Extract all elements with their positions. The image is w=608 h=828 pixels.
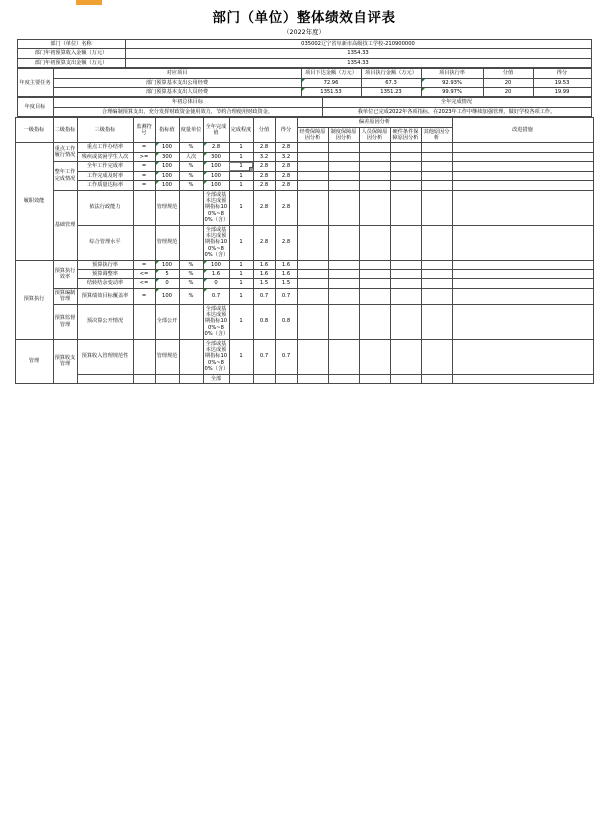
- indicator-unit: [179, 304, 203, 339]
- deviation-system: [328, 143, 359, 152]
- indicator-unit: %: [179, 143, 203, 152]
- info-label: 部门年初预算支出金额（万元）: [17, 58, 125, 67]
- table-row: [15, 143, 593, 152]
- col-header-dev-hardware: 硬件条件保障原因分析: [390, 127, 421, 143]
- col-header-score-max: 分值: [253, 118, 275, 143]
- indicator-unit: %: [179, 269, 203, 278]
- table-row: [15, 269, 593, 278]
- table-header-row: [15, 118, 593, 127]
- goal-left-header: 年初总体目标: [53, 98, 322, 107]
- table-row: [17, 88, 591, 97]
- deviation-hardware: [390, 260, 421, 269]
- goal-right-text: 我单位已完成2022年各项指标，在2023年工作中继续加强管理，做好学校各项工作。: [322, 107, 591, 116]
- indicator-level3: 预算调整率: [77, 269, 133, 278]
- indicator-actual: 2.8: [203, 143, 229, 152]
- task-executed: 67.3: [361, 78, 421, 87]
- indicator-symbol: =: [133, 181, 155, 190]
- deviation-staff: [359, 374, 390, 383]
- indicator-score: 1.6: [275, 269, 297, 278]
- indicator-actual: 1.6: [203, 269, 229, 278]
- indicator-level1: 履职效能: [15, 143, 53, 260]
- task-allocated: 1351.53: [301, 88, 361, 97]
- col-header-dev-staff: 人员保障原因分析: [359, 127, 390, 143]
- indicator-level3: 预决算公开情况: [77, 304, 133, 339]
- indicator-level2: 预算编制管理: [54, 289, 76, 303]
- deviation-staff: [359, 339, 390, 374]
- indicator-actual: 全部: [203, 374, 229, 383]
- indicator-completion: [229, 374, 253, 383]
- deviation-funding: [297, 181, 328, 190]
- deviation-other: [421, 304, 452, 339]
- department-info-table: [17, 39, 592, 68]
- col-header-project: 对应项目: [53, 69, 301, 78]
- deviation-system: [328, 162, 359, 171]
- indicator-level3: 全年工作完成率: [77, 162, 133, 171]
- deviation-system: [328, 190, 359, 225]
- table-row: [15, 374, 593, 383]
- deviation-other: [421, 269, 452, 278]
- deviation-funding: [297, 279, 328, 288]
- indicator-actual: 100: [203, 260, 229, 269]
- indicator-score-max: 2.8: [253, 171, 275, 180]
- indicator-completion: 1: [229, 304, 253, 339]
- indicator-completion: 1: [229, 171, 253, 180]
- indicator-completion: 1: [229, 143, 253, 152]
- indicator-score: 2.8: [275, 143, 297, 152]
- deviation-funding: [297, 225, 328, 260]
- indicator-level3: 预算收入管理规范性: [77, 339, 133, 374]
- indicator-score: 3.2: [275, 152, 297, 161]
- indicator-unit: [179, 225, 203, 260]
- indicator-score-max: 0.8: [253, 304, 275, 339]
- indicator-score-max: 0.7: [253, 288, 275, 304]
- col-header-l1: 一级指标: [15, 118, 53, 143]
- deviation-system: [328, 339, 359, 374]
- indicator-level3: 综合管理水平: [77, 225, 133, 260]
- goal-left-text: 合理编制预算支出，充分发挥财政资金使用效力，节约合理使用财政资金。: [53, 107, 322, 116]
- col-header-l2: 二级指标: [53, 118, 77, 143]
- deviation-staff: [359, 143, 390, 152]
- indicator-score-max: 2.8: [253, 225, 275, 260]
- table-row: [17, 40, 591, 49]
- deviation-staff: [359, 181, 390, 190]
- indicator-score: 0.7: [275, 288, 297, 304]
- deviation-staff: [359, 190, 390, 225]
- indicator-level3: 预算绩效目标覆盖率: [77, 288, 133, 304]
- indicator-target: [155, 374, 179, 383]
- indicator-score-max: 2.8: [253, 162, 275, 171]
- indicator-level2: 预算监督管理: [53, 304, 77, 339]
- info-value: 035002辽宁省阜新市高级技工学校-210900000: [125, 40, 591, 49]
- indicator-score: 0.8: [275, 304, 297, 339]
- indicator-unit: [179, 339, 203, 374]
- indicator-score: 1.6: [275, 260, 297, 269]
- indicator-unit: 人次: [179, 152, 203, 161]
- annual-goal-table: [17, 97, 592, 117]
- indicator-symbol: =: [133, 171, 155, 180]
- indicator-completion: 1: [229, 225, 253, 260]
- indicator-table-body: [15, 143, 593, 384]
- indicator-actual: 全部或基本达成预期指标100%~80%（含）: [204, 340, 229, 373]
- table-row: [15, 260, 593, 269]
- table-row: [17, 107, 591, 116]
- info-label: 部门（单位）名称: [17, 40, 125, 49]
- col-header-dev-funding: 经费保障原因分析: [297, 127, 328, 143]
- improvement-measure: [452, 269, 593, 278]
- deviation-hardware: [390, 143, 421, 152]
- indicator-level2: 整年工作完成情况: [53, 162, 77, 190]
- goal-right-header: 全年完成情况: [322, 98, 591, 107]
- deviation-system: [328, 288, 359, 304]
- indicator-completion: 1: [229, 288, 253, 304]
- deviation-staff: [359, 304, 390, 339]
- indicator-level3: 预算执行率: [77, 260, 133, 269]
- indicator-score: 2.8: [275, 162, 297, 171]
- table-row: [15, 279, 593, 288]
- indicator-unit: %: [179, 260, 203, 269]
- improvement-measure: [452, 304, 593, 339]
- indicator-symbol: [133, 190, 155, 225]
- indicator-completion: 1: [229, 162, 253, 171]
- deviation-funding: [297, 374, 328, 383]
- indicator-level3: 残疾或贫困学生人次: [77, 152, 133, 161]
- indicator-target: 100: [155, 171, 179, 180]
- indicator-level2: 预算收支管理: [53, 339, 77, 383]
- indicator-score-max: 2.8: [253, 190, 275, 225]
- info-value: 1354.33: [125, 58, 591, 67]
- indicator-symbol: =: [133, 162, 155, 171]
- indicator-completion: 1: [229, 181, 253, 190]
- deviation-hardware: [390, 190, 421, 225]
- deviation-funding: [297, 143, 328, 152]
- col-header-score: 得分: [275, 118, 297, 143]
- topbar-left: [0, 0, 76, 5]
- task-project: 部门预算基本支出公用经费: [53, 78, 301, 87]
- deviation-other: [421, 288, 452, 304]
- indicator-table: [15, 117, 594, 384]
- indicator-score-max: 0.7: [253, 339, 275, 374]
- indicator-score: [275, 374, 297, 383]
- indicator-completion: 1: [229, 152, 253, 161]
- table-row: [15, 162, 593, 171]
- deviation-other: [421, 181, 452, 190]
- indicator-symbol: [133, 304, 155, 339]
- table-row: [17, 78, 591, 87]
- deviation-system: [328, 225, 359, 260]
- deviation-system: [328, 260, 359, 269]
- indicator-actual: 全部或基本达成预期指标100%~80%（含）: [204, 191, 229, 224]
- indicator-level1: 管理: [15, 339, 53, 383]
- indicator-score: 2.8: [275, 171, 297, 180]
- info-label: 部门年初预算收入金额（万元）: [17, 49, 125, 58]
- task-score: 19.53: [533, 78, 591, 87]
- indicator-score: 2.8: [275, 225, 297, 260]
- indicator-completion: 1: [229, 279, 253, 288]
- deviation-funding: [297, 304, 328, 339]
- col-header-executed: 项目执行金额（万元）: [361, 69, 421, 78]
- indicator-score-max: 2.8: [253, 143, 275, 152]
- indicator-symbol: =: [133, 260, 155, 269]
- table-row: [15, 288, 593, 304]
- indicator-score: 2.8: [275, 181, 297, 190]
- col-header-score: 得分: [533, 69, 591, 78]
- task-score: 19.99: [533, 88, 591, 97]
- indicator-unit: %: [179, 181, 203, 190]
- indicator-symbol: [133, 374, 155, 383]
- col-header-deviation-group: 偏差原因分析: [297, 118, 452, 127]
- deviation-other: [421, 339, 452, 374]
- deviation-other: [421, 143, 452, 152]
- improvement-measure: [452, 171, 593, 180]
- table-header-row: [17, 69, 591, 78]
- table-row: [17, 49, 591, 58]
- indicator-actual: 0: [203, 279, 229, 288]
- deviation-staff: [359, 260, 390, 269]
- indicator-unit: [179, 374, 203, 383]
- indicator-level3: 依法行政能力: [77, 190, 133, 225]
- indicator-target: 100: [155, 288, 179, 304]
- deviation-hardware: [390, 171, 421, 180]
- task-score-max: 20: [483, 78, 533, 87]
- col-header-rate: 项目执行率: [421, 69, 483, 78]
- deviation-funding: [297, 162, 328, 171]
- table-row: [15, 304, 593, 339]
- deviation-hardware: [390, 339, 421, 374]
- indicator-target: 管理规范: [155, 225, 179, 260]
- indicator-score: 0.7: [275, 339, 297, 374]
- deviation-system: [328, 152, 359, 161]
- indicator-score-max: 3.2: [253, 152, 275, 161]
- indicator-symbol: >=: [133, 152, 155, 161]
- deviation-other: [421, 152, 452, 161]
- col-header-actual: 全年完成值: [203, 118, 229, 143]
- deviation-system: [328, 269, 359, 278]
- indicator-level3: 工作完成及时率: [77, 171, 133, 180]
- indicator-actual: 100: [203, 171, 229, 180]
- top-accent-bar: [0, 0, 608, 5]
- improvement-measure: [452, 279, 593, 288]
- col-header-l3: 三级指标: [77, 118, 133, 143]
- indicator-target: 100: [155, 143, 179, 152]
- indicator-score-max: 1.6: [253, 269, 275, 278]
- table-row: [15, 225, 593, 260]
- page-subtitle: （2022年度）: [283, 28, 325, 36]
- indicator-unit: %: [179, 279, 203, 288]
- indicator-level3: 结转结余变动率: [77, 279, 133, 288]
- task-score-max: 20: [483, 88, 533, 97]
- table-row: [15, 339, 593, 374]
- deviation-hardware: [390, 162, 421, 171]
- col-header-completion: 完成程度: [229, 118, 253, 143]
- annual-goal-row-label: 年度目标: [17, 98, 53, 117]
- indicator-level3: 重点工作办结率: [77, 143, 133, 152]
- deviation-staff: [359, 279, 390, 288]
- col-header-unit: 度量单位: [179, 118, 203, 143]
- indicator-symbol: [133, 225, 155, 260]
- deviation-system: [328, 171, 359, 180]
- task-rate: 99.97%: [421, 88, 483, 97]
- indicator-target: 管理规范: [155, 339, 179, 374]
- indicator-completion: 1: [229, 269, 253, 278]
- col-header-score-max: 分值: [483, 69, 533, 78]
- task-allocated: 72.96: [301, 78, 361, 87]
- indicator-symbol: [133, 339, 155, 374]
- deviation-funding: [297, 190, 328, 225]
- indicator-symbol: <=: [133, 269, 155, 278]
- indicator-actual: 全部或基本达成预期指标100%~80%（含）: [204, 305, 229, 338]
- indicator-target: 100: [155, 162, 179, 171]
- improvement-measure: [452, 260, 593, 269]
- indicator-unit: %: [179, 171, 203, 180]
- task-executed: 1351.23: [361, 88, 421, 97]
- deviation-staff: [359, 269, 390, 278]
- improvement-measure: [452, 225, 593, 260]
- table-row: [15, 152, 593, 161]
- deviation-hardware: [390, 374, 421, 383]
- indicator-completion: 1: [229, 260, 253, 269]
- improvement-measure: [452, 374, 593, 383]
- indicator-score: 2.8: [275, 190, 297, 225]
- indicator-actual: 100: [203, 162, 229, 171]
- indicator-unit: %: [179, 288, 203, 304]
- improvement-measure: [452, 190, 593, 225]
- deviation-staff: [359, 288, 390, 304]
- indicator-score-max: 1.5: [253, 279, 275, 288]
- deviation-hardware: [390, 288, 421, 304]
- annual-task-table: [17, 68, 592, 97]
- indicator-unit: [179, 190, 203, 225]
- table-row: [15, 181, 593, 190]
- deviation-other: [421, 162, 452, 171]
- improvement-measure: [452, 181, 593, 190]
- task-project: 部门预算基本支出人员经费: [53, 88, 301, 97]
- indicator-target: 全部公开: [155, 304, 179, 339]
- improvement-measure: [452, 288, 593, 304]
- indicator-target: 300: [155, 152, 179, 161]
- indicator-level2: 重点工作履行情况: [53, 143, 77, 162]
- indicator-target: 100: [155, 181, 179, 190]
- indicator-score-max: 2.8: [253, 181, 275, 190]
- indicator-symbol: =: [133, 143, 155, 152]
- col-header-target: 指标值: [155, 118, 179, 143]
- annual-task-row-label: 年度主要任务: [17, 69, 53, 97]
- improvement-measure: [452, 143, 593, 152]
- indicator-completion: 1: [229, 339, 253, 374]
- deviation-other: [421, 171, 452, 180]
- deviation-hardware: [390, 304, 421, 339]
- deviation-hardware: [390, 279, 421, 288]
- col-header-dev-other: 其他原因分析: [421, 127, 452, 143]
- indicator-target: 0: [155, 279, 179, 288]
- deviation-hardware: [390, 269, 421, 278]
- indicator-score: 1.5: [275, 279, 297, 288]
- page-title: 部门（单位）整体绩效自评表: [212, 10, 396, 26]
- table-row: [17, 58, 591, 67]
- deviation-hardware: [390, 181, 421, 190]
- indicator-unit: %: [179, 162, 203, 171]
- col-header-improvement: 改进措施: [452, 118, 593, 143]
- topbar-accent: [76, 0, 102, 5]
- indicator-level3: 工作质量达标率: [77, 181, 133, 190]
- indicator-completion: 1: [229, 190, 253, 225]
- indicator-target: 5: [155, 269, 179, 278]
- indicator-actual: 300: [203, 152, 229, 161]
- deviation-system: [328, 181, 359, 190]
- deviation-hardware: [390, 152, 421, 161]
- indicator-target: 管理规范: [155, 190, 179, 225]
- deviation-other: [421, 225, 452, 260]
- indicator-target: 100: [155, 260, 179, 269]
- deviation-staff: [359, 162, 390, 171]
- deviation-staff: [359, 225, 390, 260]
- improvement-measure: [452, 152, 593, 161]
- deviation-funding: [297, 339, 328, 374]
- improvement-measure: [452, 162, 593, 171]
- indicator-symbol: =: [133, 288, 155, 304]
- col-header-dev-system: 制度保障原因分析: [328, 127, 359, 143]
- col-header-allocated: 项目下达金额（万元）: [301, 69, 361, 78]
- deviation-funding: [297, 171, 328, 180]
- task-rate: 92.93%: [421, 78, 483, 87]
- deviation-funding: [297, 288, 328, 304]
- indicator-level1: 预算执行: [15, 260, 53, 339]
- table-row: [15, 171, 593, 180]
- indicator-actual: 0.7: [203, 288, 229, 304]
- deviation-funding: [297, 260, 328, 269]
- topbar-right: [102, 0, 608, 5]
- indicator-symbol: <=: [133, 279, 155, 288]
- deviation-funding: [297, 152, 328, 161]
- deviation-system: [328, 304, 359, 339]
- table-row: [15, 190, 593, 225]
- deviation-system: [328, 279, 359, 288]
- indicator-score-max: [253, 374, 275, 383]
- deviation-other: [421, 374, 452, 383]
- col-header-symbol: 监测符号: [133, 118, 155, 143]
- indicator-level2: 基础管理: [53, 190, 77, 260]
- indicator-score-max: 1.6: [253, 260, 275, 269]
- indicator-level3: [77, 374, 133, 383]
- deviation-staff: [359, 171, 390, 180]
- improvement-measure: [452, 339, 593, 374]
- info-value: 1354.33: [125, 49, 591, 58]
- deviation-other: [421, 260, 452, 269]
- deviation-hardware: [390, 225, 421, 260]
- deviation-staff: [359, 152, 390, 161]
- indicator-actual: 全部或基本达成预期指标100%~80%（含）: [204, 226, 229, 259]
- indicator-level2: 预算执行效率: [53, 260, 77, 288]
- deviation-funding: [297, 269, 328, 278]
- deviation-system: [328, 374, 359, 383]
- deviation-other: [421, 279, 452, 288]
- deviation-other: [421, 190, 452, 225]
- table-header-row: [17, 98, 591, 107]
- indicator-actual: 100: [203, 181, 229, 190]
